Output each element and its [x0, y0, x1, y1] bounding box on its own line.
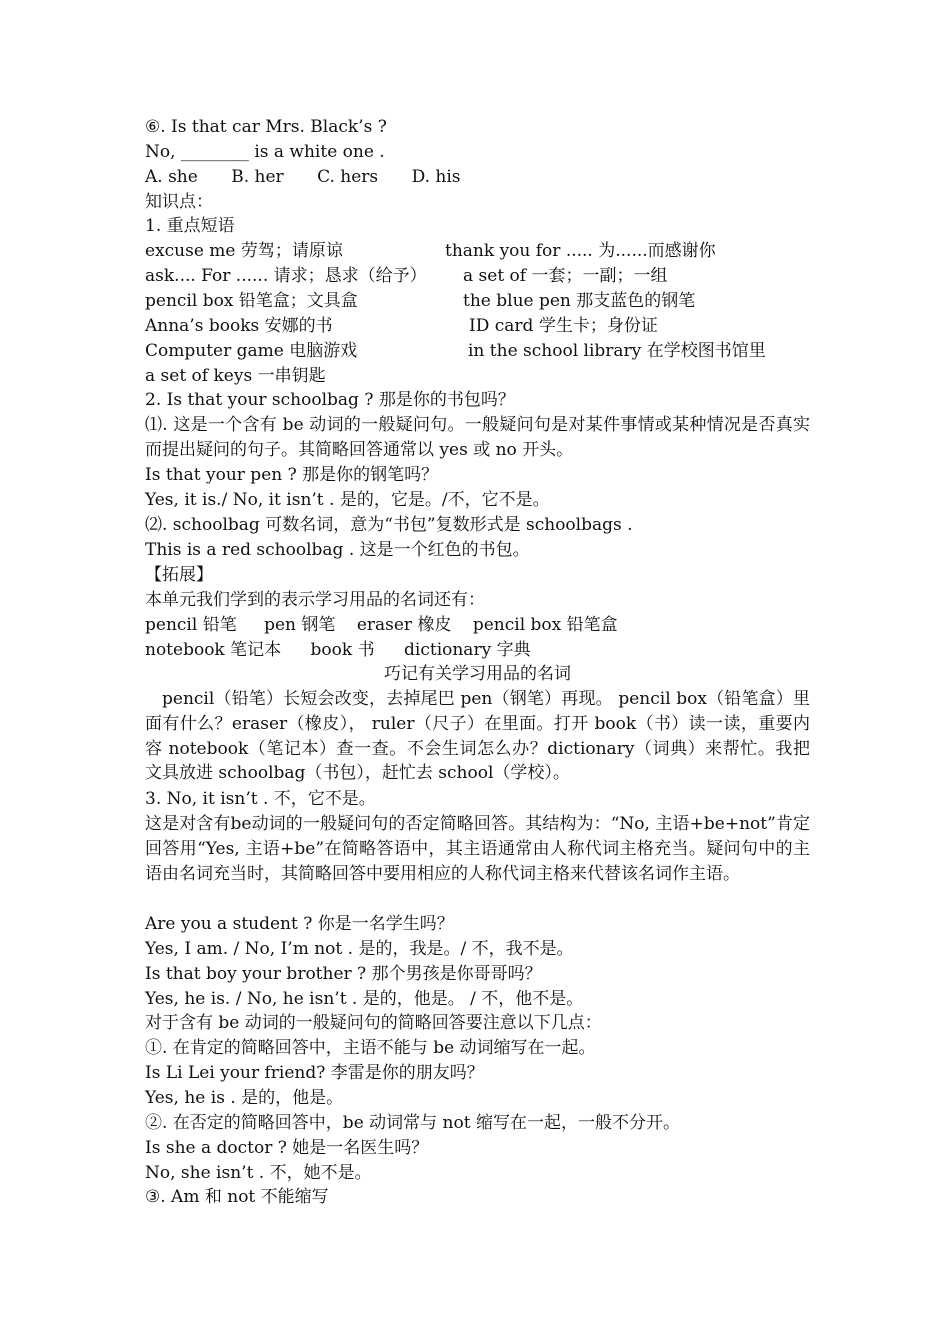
- section3-paragraph: 这是对含有be动词的一般疑问句的否定简略回答。其结构为：“No, 主语+be+not”肯定回答用“Yes, 主语+be”在简略答语中，其主语通常由人称代词主格充当。疑问句中的主语由名词充当时，其简略回答中要用相应的人称代词主格来代替该名词作主语。: [145, 814, 810, 884]
- noun-item: pencil 铅笔: [145, 615, 237, 635]
- noun-item: notebook 笔记本: [145, 640, 282, 660]
- quiz-question: ⑥. Is that car Mrs. Black’s ?: [145, 117, 387, 137]
- example-sentence: This is a red schoolbag . 这是一个红色的书包。: [145, 540, 530, 560]
- example-sentence: Is she a doctor ? 她是一名医生吗？: [145, 1138, 429, 1158]
- example-sentence: Is that boy your brother ? 那个男孩是你哥哥吗？: [145, 964, 542, 984]
- noun-item: pen 钢笔: [264, 615, 336, 635]
- section2-paragraph-2: ⑵. schoolbag 可数名词，意为“书包”复数形式是 schoolbags .: [145, 515, 633, 535]
- rhyme-paragraph: pencil（铅笔）长短会改变，去掉尾巴 pen（钢笔）再现。 pencil box（铅笔盒）里面有什么？eraser（橡皮）， ruler（尺子）在里面。打开 book（书）读一读，重要内容 notebook（笔记本）查一查。不会生词怎么办？dictionary（词典）来帮忙。我把文具放进 schoolbag（书包），赶忙去 school（学校）。: [145, 689, 810, 784]
- note-2: ②. 在否定的简略回答中，be 动词常与 not 缩写在一起，一般不分开。: [145, 1113, 680, 1133]
- option-a: A. she: [145, 167, 198, 187]
- option-b: B. her: [231, 167, 284, 187]
- knowledge-heading: 知识点：: [145, 192, 213, 212]
- example-sentence: Yes, I am. / No, I’m not . 是的，我是。/ 不，我不是。: [145, 939, 574, 959]
- phrase-right: ID card 学生卡；身份证: [469, 316, 658, 336]
- noun-item: dictionary 字典: [404, 640, 531, 660]
- noun-item: book 书: [310, 640, 375, 660]
- phrase-right: a set of 一套；一副；一组: [463, 266, 668, 286]
- section1-title: 1. 重点短语: [145, 216, 235, 236]
- phrase-right: the blue pen 那支蓝色的钢笔: [463, 291, 696, 311]
- phrase-left: pencil box 铅笔盒；文具盒: [145, 291, 358, 311]
- extension-heading: 【拓展】: [145, 565, 213, 585]
- phrase-left: excuse me 劳驾；请原谅: [145, 241, 343, 261]
- example-sentence: No, she isn’t . 不，她不是。: [145, 1163, 372, 1183]
- noun-item: pencil box 铅笔盒: [472, 615, 618, 635]
- example-sentence: Yes, it is./ No, it isn’t . 是的，它是。/不，它不是。: [145, 490, 550, 510]
- phrase-right: thank you for ..... 为......而感谢你: [445, 241, 716, 261]
- noun-item: eraser 橡皮: [356, 615, 452, 635]
- section2-title: 2. Is that your schoolbag ? 那是你的书包吗？: [145, 390, 515, 410]
- quiz-options: [145, 165, 461, 189]
- note-1: ①. 在肯定的简略回答中，主语不能与 be 动词缩写在一起。: [145, 1038, 596, 1058]
- option-d: D. his: [411, 167, 461, 187]
- nouns-row: [145, 613, 618, 637]
- phrase-left: Computer game 电脑游戏: [145, 341, 358, 361]
- rhyme-title: 巧记有关学习用品的名词: [384, 664, 571, 684]
- quiz-stem: No, ________ is a white one .: [145, 142, 385, 162]
- example-sentence: Are you a student ? 你是一名学生吗？: [145, 914, 454, 934]
- extension-intro: 本单元我们学到的表示学习用品的名词还有：: [145, 590, 485, 610]
- section3-title: 3. No, it isn’t . 不，它不是。: [145, 789, 376, 809]
- notes-intro: 对于含有 be 动词的一般疑问句的简略回答要注意以下几点：: [145, 1013, 602, 1033]
- option-c: C. hers: [317, 167, 379, 187]
- phrase-left: Anna’s books 安娜的书: [145, 316, 333, 336]
- example-sentence: Yes, he is . 是的，他是。: [145, 1088, 344, 1108]
- example-sentence: Is that your pen ? 那是你的钢笔吗？: [145, 465, 439, 485]
- phrase-right: in the school library 在学校图书馆里: [468, 341, 766, 361]
- note-3: ③. Am 和 not 不能缩写: [145, 1187, 329, 1207]
- phrase-left: a set of keys 一串钥匙: [145, 366, 326, 386]
- section2-paragraph-1: ⑴. 这是一个含有 be 动词的一般疑问句。一般疑问句是对某件事情或某种情况是否真实而提出疑问的句子。其简略回答通常以 yes 或 no 开头。: [145, 415, 810, 460]
- example-sentence: Yes, he is. / No, he isn’t . 是的，他是。 / 不，他不是。: [145, 989, 584, 1009]
- phrase-left: ask.... For ...... 请求；恳求（给予）: [145, 266, 427, 286]
- example-sentence: Is Li Lei your friend? 李雷是你的朋友吗？: [145, 1063, 484, 1083]
- nouns-row: [145, 638, 531, 662]
